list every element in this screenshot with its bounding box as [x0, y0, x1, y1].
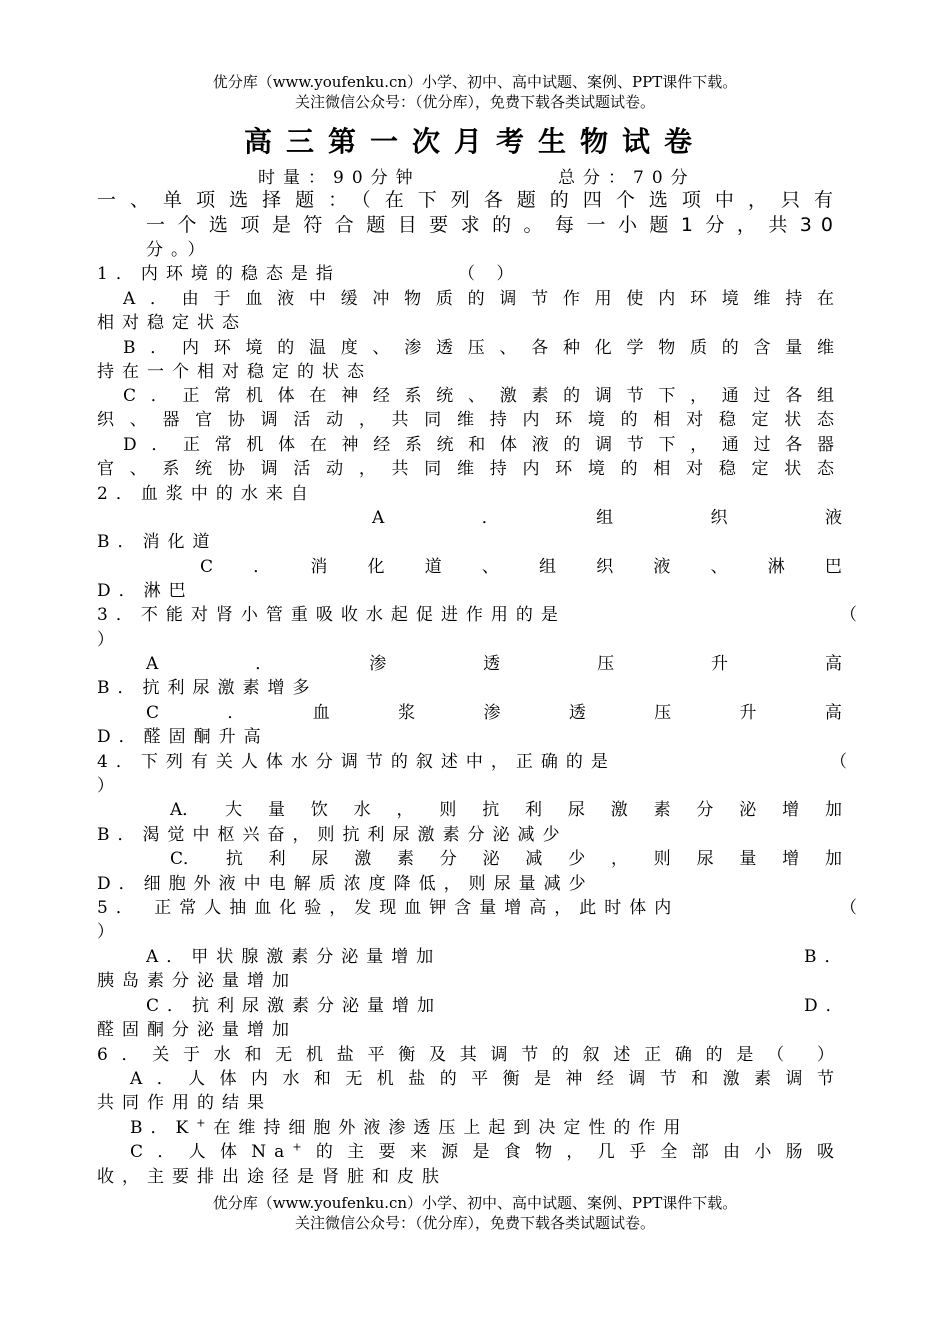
q3-stem: 3．不能对肾小管重吸收水起促进作用的是: [97, 605, 566, 625]
q1-option-b-line1: B．内环境的温度、渗透压、各种化学物质的含量维: [123, 338, 842, 358]
q3-option-d: D．醛固酮升高: [97, 727, 269, 747]
q4-option-c: C． 抗 利 尿 激 素 分 泌 减 少 ， 则 尿 量 增 加: [170, 849, 842, 869]
header-banner-line1: 优分库（www.youfenku.cn）小学、初中、高中试题、案例、PPT课件下载。: [212, 73, 738, 91]
q5-stem: 5． 正常人抽血化验，发现血钾含量增高，此时体内: [97, 898, 680, 918]
q2-option-a: A ． 组 织 液: [372, 508, 842, 528]
q3-option-a: A ． 渗 透 压 升 高: [146, 654, 842, 674]
q5-option-b: 胰岛素分泌量增加: [97, 971, 297, 991]
footer-banner-line2: 关注微信公众号：（优分库），免费下载各类试题试卷。: [294, 1214, 655, 1232]
q5-option-b-label: B．: [804, 947, 850, 967]
q1-option-b-line2: 持在一个相对稳定的状态: [97, 362, 372, 382]
q5-option-d: 醛固酮分泌量增加: [97, 1020, 297, 1040]
q1-option-a-line1: A．由于血液中缓冲物质的调节作用使内环境维持在: [123, 289, 842, 309]
q2-option-d: D．淋巴: [97, 581, 194, 601]
exam-time: 时量：90分钟: [258, 168, 421, 188]
q6-option-a-line1: A．人体内水和无机盐的平衡是神经调节和激素调节: [130, 1069, 842, 1089]
q4-paren-open: （: [830, 752, 855, 772]
q1-stem: 1．内环境的稳态是指: [97, 264, 341, 284]
q6-stem: 6．关于水和无机盐平衡及其调节的叙述正确的是（ ）: [97, 1045, 842, 1065]
q4-option-b: B．渴觉中枢兴奋，则抗利尿激素分泌减少: [97, 825, 568, 845]
q4-stem: 4．下列有关人体水分调节的叙述中，正确的是: [97, 752, 616, 772]
q4-option-d: D．细胞外液中电解质浓度降低，则尿量减少: [97, 874, 594, 894]
q3-option-c: C ． 血 浆 渗 透 压 升 高: [146, 703, 842, 723]
q4-paren-close: ）: [97, 776, 122, 796]
q1-option-d-line2: 官、系统协调活动，共同维持内环境的相对稳定状态: [97, 459, 842, 479]
q1-option-a-line2: 相对稳定状态: [97, 313, 247, 333]
q6-option-c-line1: C．人体Na+的主要来源是食物，几乎全部由小肠吸: [130, 1140, 842, 1162]
footer-banner-line1: 优分库（www.youfenku.cn）小学、初中、高中试题、案例、PPT课件下载。: [212, 1194, 738, 1212]
q3-paren-close: ）: [97, 630, 122, 650]
q4-option-a: A． 大 量 饮 水 ， 则 抗 利 尿 激 素 分 泌 增 加: [170, 800, 842, 820]
q1-option-c-line1: C．正常机体在神经系统、激素的调节下，通过各组: [123, 386, 842, 406]
header-banner-line2: 关注微信公众号：（优分库），免费下载各类试题试卷。: [294, 93, 655, 111]
q2-option-c: C ． 消 化 道 、 组 织 液 、 淋 巴: [200, 557, 842, 577]
section-heading-line3: 分。）: [146, 240, 213, 260]
page-title: 高三第一次月考生物试卷: [243, 125, 706, 158]
q5-option-a: A．甲状腺激素分泌量增加: [146, 947, 442, 967]
section-heading-line1: 一、单项选择题：（在下列各题的四个选项中，只有: [97, 189, 842, 211]
q1-answer-paren: （ ）: [458, 264, 522, 284]
q2-option-b: B．消化道: [97, 532, 218, 552]
q5-paren-open: （: [840, 898, 865, 918]
q6-option-b: B．K+在维持细胞外液渗透压上起到决定性的作用: [130, 1116, 689, 1138]
q5-option-c: C．抗利尿激素分泌量增加: [146, 996, 443, 1016]
q2-stem: 2．血浆中的水来自: [97, 484, 316, 504]
q1-option-c-line2: 织、器官协调活动，共同维持内环境的相对稳定状态: [97, 410, 842, 430]
q5-paren-close: ）: [97, 922, 122, 942]
q5-option-d-label: D．: [804, 996, 851, 1016]
q1-option-d-line1: D．正常机体在神经系统和体液的调节下，通过各器: [123, 435, 842, 455]
q3-paren-open: （: [840, 605, 865, 625]
q6-option-a-line2: 共同作用的结果: [97, 1093, 272, 1113]
exam-total-score: 总分：70分: [558, 168, 696, 188]
section-heading-line2: 一个选项是符合题目要求的。每一小题1分，共30: [146, 214, 842, 236]
q3-option-b: B．抗利尿激素增多: [97, 678, 318, 698]
q6-option-c-line2: 收，主要排出途径是肾脏和皮肤: [97, 1167, 447, 1187]
